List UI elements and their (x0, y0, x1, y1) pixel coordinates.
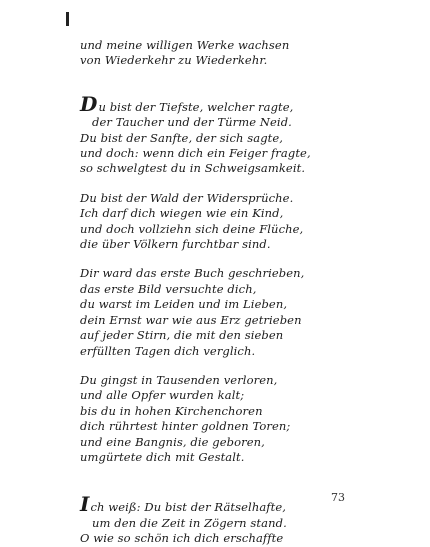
drop-cap: I (80, 492, 90, 517)
poem-line (80, 91, 380, 116)
poem-line: und doch: wenn dich ein Feiger fragte, (80, 146, 311, 161)
poem-line: Ich darf dich wiegen wie ein Kind, (80, 206, 284, 221)
poem-text (80, 38, 380, 547)
poem-line: und alle Opfer wurden kalt; (80, 388, 245, 403)
poem-line-rest: u bist der Tiefste, welcher ragte, (98, 99, 294, 114)
stanza-1 (80, 91, 380, 177)
poem-line: und eine Bangnis, die geboren, (80, 434, 265, 449)
poem-line: Dir ward das erste Buch geschrieben, (80, 266, 305, 281)
poem-line-rest: ch weiß: Du bist der Rätselhafte, (90, 500, 287, 515)
poem-line: um den die Zeit in Zögern stand. (92, 515, 287, 530)
poem-line: das erste Bild versuchte dich, (80, 281, 257, 296)
poem-line: du warst im Leiden und im Lieben, (80, 297, 288, 312)
stanza-3 (80, 266, 380, 358)
poem-line: bis du in hohen Kirchenchoren (80, 403, 263, 418)
stanza-0 (80, 38, 380, 69)
drop-cap: D (80, 91, 98, 116)
poem-line: und meine willigen Werke wachsen (80, 38, 290, 52)
poem-line: so schwelgtest du in Schweigsamkeit. (80, 161, 306, 176)
poem-line: die über Völkern furchtbar sind. (80, 237, 271, 252)
poem-line: Du bist der Sanfte, der sich sagte, (80, 130, 284, 145)
poem-line: umgürtete dich mit Gestalt. (80, 449, 245, 464)
poem-line: der Taucher und der Türme Neid. (92, 115, 292, 130)
poem-line: von Wiederkehr zu Wiederkehr. (80, 53, 268, 68)
poem-line: O wie so schön ich dich erschaffte (80, 531, 284, 546)
poem-line: erfüllten Tagen dich verglich. (80, 343, 256, 358)
poem-line: Du bist der Wald der Widersprüche. (80, 190, 294, 205)
stanza-2 (80, 191, 380, 253)
poem-line: auf jeder Stirn, die mit den sieben (80, 328, 284, 343)
page-number: 73 (331, 491, 345, 504)
stanza-5 (80, 492, 380, 546)
poem-line: dich rührtest hinter goldnen Toren; (80, 419, 291, 434)
stanza-4 (80, 373, 380, 465)
poem-line: Du gingst in Tausenden verloren, (80, 372, 278, 387)
poem-line: dein Ernst war wie aus Erz getrieben (80, 312, 302, 327)
print-mark (66, 12, 69, 26)
poem-line: und doch vollziehn sich deine Flüche, (80, 221, 304, 236)
